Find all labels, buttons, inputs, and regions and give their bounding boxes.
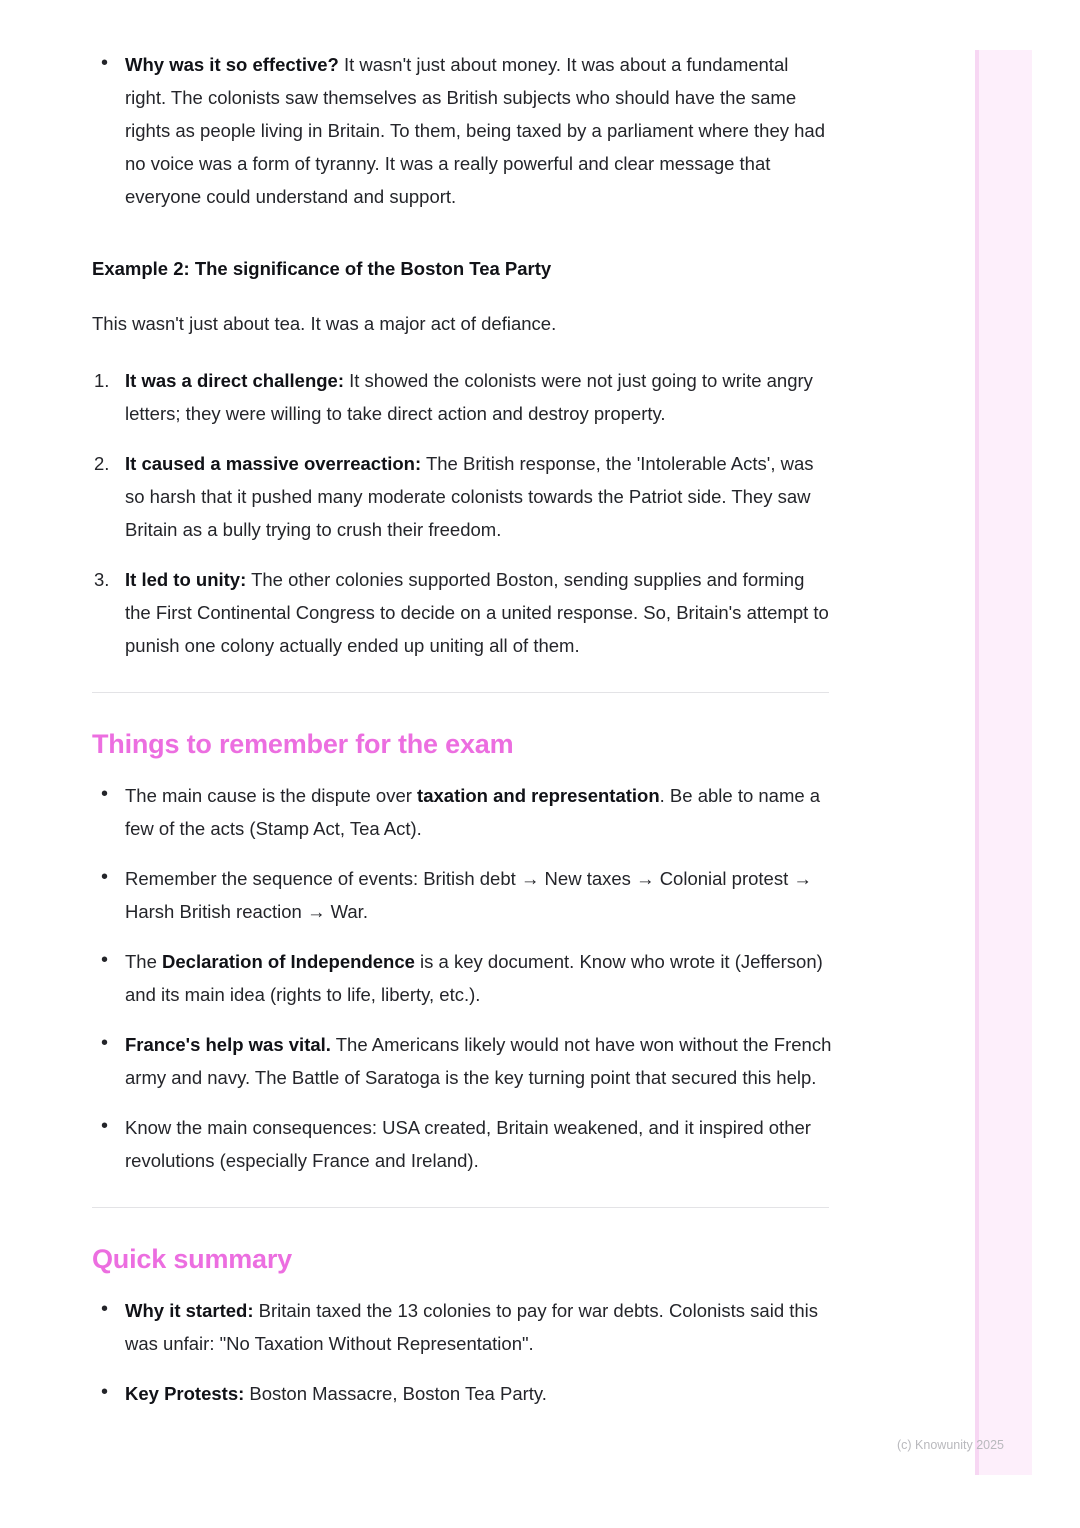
list-item [92,779,832,845]
list-item-lead: Why it started: [125,1300,254,1321]
list-item [92,1028,832,1094]
list-item-lead: It led to unity: [125,569,247,590]
example-two-heading: Example 2: The significance of the Boston Tea Party [92,258,552,279]
list-item-lead: It was a direct challenge: [125,370,344,391]
list-item [92,48,832,213]
list-item-bold: France's help was vital. [125,1034,331,1055]
list-item-bold: taxation and representation [417,785,660,806]
example-two-intro: This wasn't just about tea. It was a major act of defiance. [92,313,557,334]
list-item [92,1111,832,1177]
list-item-body: Britain taxed the 13 colonies to pay for war debts. Colonists said this was unfair: "No Taxation Without Representation". [125,1300,819,1354]
why-effective-list [92,48,832,213]
spacer [92,340,832,364]
example-two-list [92,364,832,662]
list-item-body: The other colonies supported Boston, sending supplies and forming the First Continental Congress to decide on a united response. So, Britain's attempt to punish one colony actually ended up uniting all of them. [125,569,829,656]
list-item-pre: Remember the sequence of events: British debt → New taxes → Colonial protest → Harsh British reaction → War. [125,868,812,922]
list-item-body: It wasn't just about money. It was about a fundamental right. The colonists saw themselves as British subjects who should have the same rights as people living in Britain. To them, being taxed by a parliament where they had no voice was a form of tyranny. It was a really powerful and clear message that everyone could understand and support. [125,54,825,207]
document-content [92,48,832,1427]
section-divider [92,692,829,693]
list-item-post: The Americans likely would not have won without the French army and navy. The Battle of Saratoga is the key turning point that secured this help. [125,1034,832,1088]
list-item [92,447,832,546]
list-item-body: It showed the colonists were not just going to write angry letters; they were willing to take direct action and destroy property. [125,370,813,424]
things-to-remember-list [92,779,832,1177]
page-side-strip [975,50,1032,1475]
list-item-post: is a key document. Know who wrote it (Jefferson) and its main idea (rights to life, liberty, etc.). [125,951,823,1005]
list-item [92,1294,832,1360]
list-item-pre: The [125,951,163,972]
list-item [92,862,832,928]
list-item [92,945,832,1011]
list-item-lead: Why was it so effective? [125,54,339,75]
section-divider [92,1207,829,1208]
page-side-strip-edge [975,50,979,1475]
quick-summary-heading: Quick summary [92,1244,292,1274]
list-item-post: . Be able to name a few of the acts (Stamp Act, Tea Act). [125,785,821,839]
list-item-body: The British response, the 'Intolerable Acts', was so harsh that it pushed many moderate colonists towards the Patriot side. They saw Britain as a bully trying to crush their freedom. [125,453,814,540]
list-item-body: Boston Massacre, Boston Tea Party. [244,1383,547,1404]
things-to-remember-heading: Things to remember for the exam [92,729,514,759]
spacer [92,230,832,254]
list-item [92,563,832,662]
list-item-pre: Know the main consequences: USA created, Britain weakened, and it inspired other revolutions (especially France and Ireland). [125,1117,811,1171]
list-item-bold: Declaration of Independence [162,951,415,972]
list-item-lead: Key Protests: [125,1383,245,1404]
list-item [92,364,832,430]
list-item-pre: The main cause is the dispute over [125,785,418,806]
list-item [92,1377,832,1410]
list-item-lead: It caused a massive overreaction: [125,453,422,474]
quick-summary-list [92,1294,832,1410]
copyright-credit: (c) Knowunity 2025 [897,1438,1005,1452]
